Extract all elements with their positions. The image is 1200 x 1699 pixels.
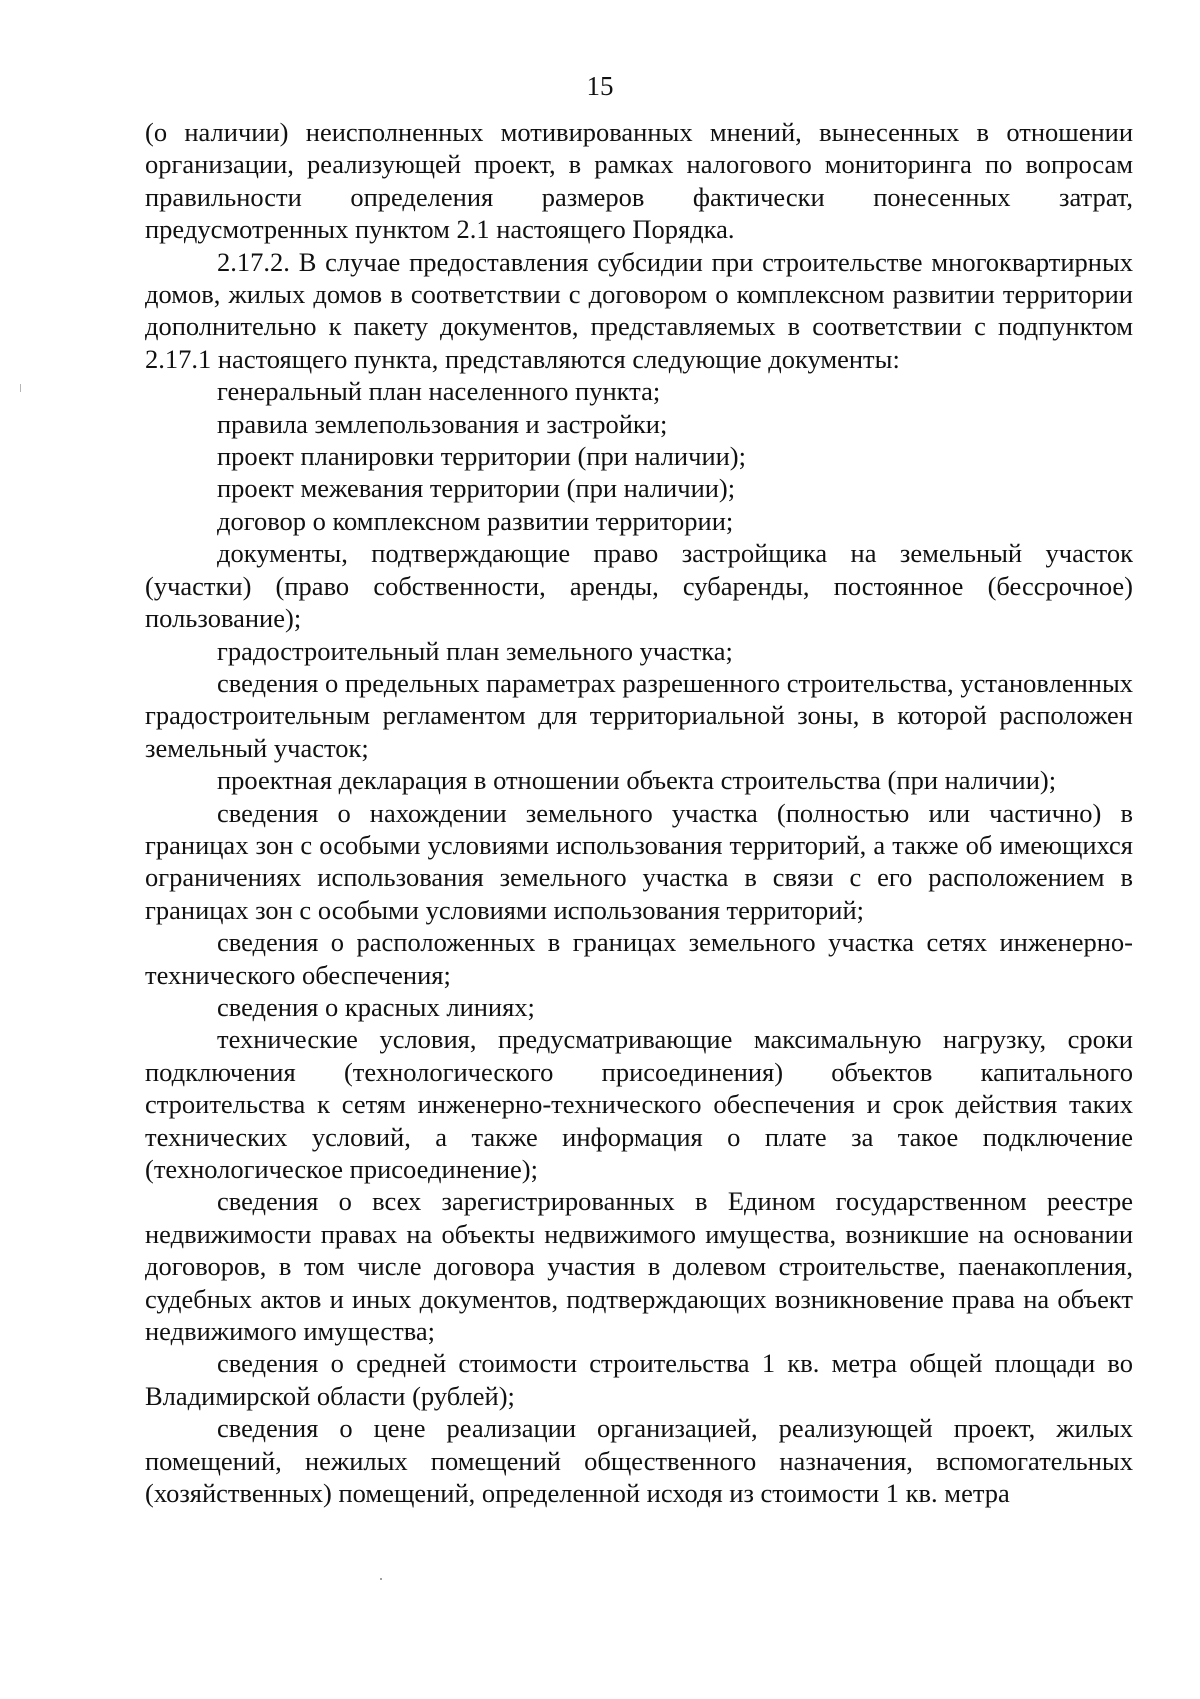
page-number: 15: [586, 71, 614, 101]
list-item-red-lines: сведения о красных линиях;: [217, 991, 535, 1022]
list-item-project-declaration: проектная декларация в отношении объекта строительства (при наличии);: [217, 765, 1057, 796]
list-item-land-use-rules: правила землепользования и застройки;: [217, 408, 668, 439]
list-item-urban-plan: градостроительный план земельного участка;: [217, 635, 733, 666]
list-item-sale-price: сведения о цене реализации организацией, реализующей проект, жилых помещений, нежилых помещений общественного назначения, вспомогательных (хозяйственных) помещений, определенной исходя из стоимости 1 кв. метра: [145, 1413, 1133, 1509]
list-item-general-plan: генеральный план населенного пункта;: [217, 376, 661, 407]
list-item-construction-parameters: сведения о предельных параметрах разрешенного строительства, установленных градостроительным регламентом для территориальной зоны, в которой расположен земельный участок;: [145, 667, 1133, 763]
scan-margin-mark: [20, 384, 21, 392]
list-item-special-zones: сведения о нахождении земельного участка (полностью или частично) в границах зон с особыми условиями использования территорий, а также об имеющихся ограничениях использования земельного участка в связи с его расположением в границах зон с особыми условиями использования территорий;: [145, 797, 1133, 925]
paragraph-2-17-2: 2.17.2. В случае предоставления субсидии при строительстве многоквартирных домов, жилых домов в соответствии с договором о комплексном развитии территории дополнительно к пакету документов, представляемых в соответствии с подпунктом 2.17.1 настоящего пункта, представляются следующие документы:: [145, 246, 1133, 374]
list-item-surveying-project: проект межевания территории (при наличии);: [217, 473, 736, 504]
list-item-technical-conditions: технические условия, предусматривающие максимальную нагрузку, сроки подключения (технологического присоединения) объектов капитального строительства к сетям инженерно-технического обеспечения и срок действия таких технических условий, а также информация о плате за такое подключение (технологическое присоединение);: [145, 1024, 1133, 1184]
list-item-average-cost: сведения о средней стоимости строительства 1 кв. метра общей площади во Владимирской области (рублей);: [145, 1348, 1133, 1411]
paragraph-continuation: (о наличии) неисполненных мотивированных мнений, вынесенных в отношении организации, реализующей проект, в рамках налогового мониторинга по вопросам правильности определения размеров фактически понесенных затрат, предусмотренных пунктом 2.1 настоящего Порядка.: [145, 117, 1133, 245]
list-item-utility-networks: сведения о расположенных в границах земельного участка сетях инженерно-технического обеспечения;: [145, 927, 1133, 990]
list-item-registered-rights: сведения о всех зарегистрированных в Едином государственном реестре недвижимости правах на объекты недвижимого имущества, возникшие на основании договоров, в том числе договора участия в долевом строительстве, паенакопления, судебных актов и иных документов, подтверждающих возникновение права на объект недвижимого имущества;: [145, 1186, 1133, 1347]
list-item-planning-project: проект планировки территории (при наличии);: [217, 441, 746, 472]
list-item-land-rights-documents: документы, подтверждающие право застройщика на земельный участок (участки) (право собственности, аренды, субаренды, постоянное (бессрочное) пользование);: [145, 538, 1133, 634]
scan-artifact-dot: [380, 1578, 382, 1580]
list-item-development-agreement: договор о комплексном развитии территории;: [217, 505, 734, 536]
document-body: [145, 116, 1133, 1509]
